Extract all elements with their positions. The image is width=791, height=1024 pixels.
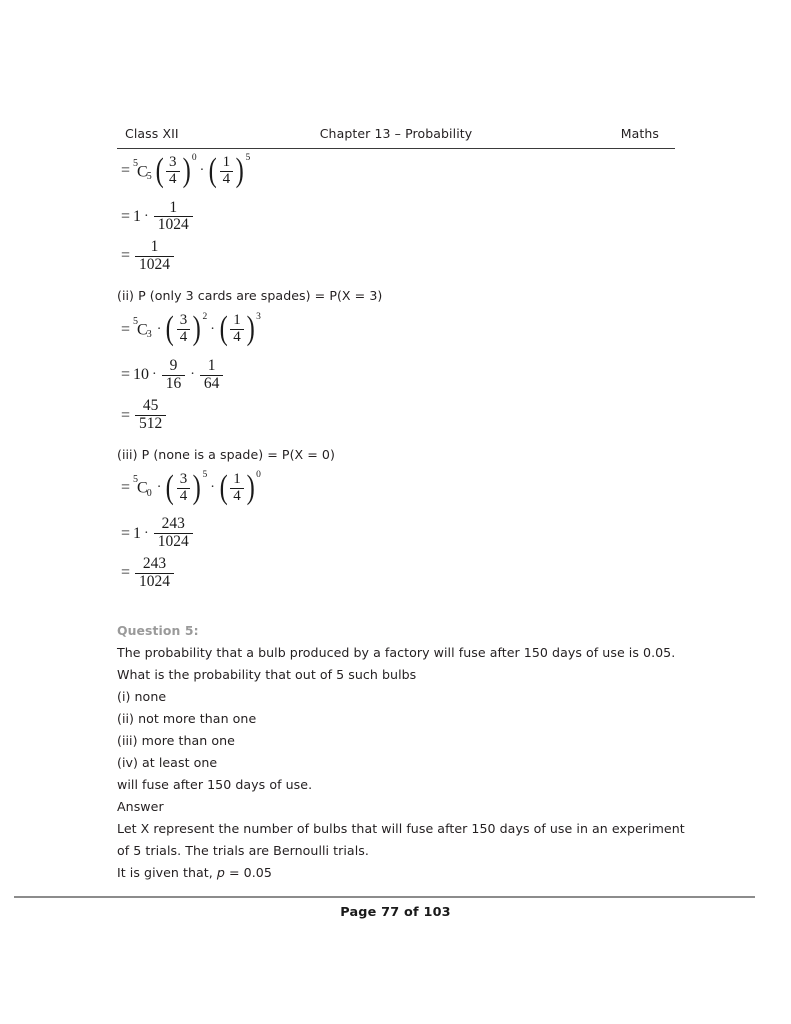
answer-line-2: of 5 trials. The trials are Bernoulli trials. xyxy=(117,843,369,859)
denominator: 4 xyxy=(177,329,191,346)
fraction-1a xyxy=(166,155,180,188)
multiplication-dot: · xyxy=(156,321,162,337)
question-line-2: What is the probability that out of 5 such bulbs xyxy=(117,667,417,683)
multiplication-dot: · xyxy=(190,367,195,383)
answer-line-3-pre: It is given that, xyxy=(117,865,217,881)
math-line-4 xyxy=(117,310,687,348)
fraction-group-1a xyxy=(154,151,197,189)
question-option-i: (i) none xyxy=(117,689,167,705)
denominator: 1024 xyxy=(135,573,174,591)
answer-line-3-post: = 0.05 xyxy=(224,865,272,881)
denominator: 4 xyxy=(220,171,234,188)
binomial-c: C xyxy=(137,162,148,180)
multiplication-dot: · xyxy=(144,208,149,224)
binomial-n: 5 xyxy=(133,157,139,169)
section-spacer xyxy=(117,590,687,620)
denominator: 1024 xyxy=(154,216,193,234)
header-chapter-title: Chapter 13 – Probability xyxy=(319,126,473,141)
math-line-6 xyxy=(117,398,687,432)
fraction-5b xyxy=(200,358,224,392)
denominator: 16 xyxy=(162,375,186,393)
fraction-group-4b xyxy=(218,310,261,348)
numerator: 3 xyxy=(169,154,177,170)
right-paren: ) xyxy=(182,151,191,189)
fraction-8 xyxy=(154,516,193,550)
fraction-2 xyxy=(154,200,193,234)
math-line-8 xyxy=(117,516,687,550)
fraction-5a xyxy=(162,358,186,392)
equals-sign: = xyxy=(121,564,131,582)
equals-sign: = xyxy=(121,524,131,542)
numerator: 1 xyxy=(207,356,216,374)
multiplication-dot: · xyxy=(156,480,162,496)
header-row xyxy=(117,126,675,148)
equals-sign: = xyxy=(121,247,131,265)
denominator: 1024 xyxy=(135,256,174,274)
part-ii-statement: (ii) P (only 3 cards are spades) = P(X = 3) xyxy=(117,288,383,304)
coefficient-2: 1 xyxy=(133,207,142,225)
equals-sign: = xyxy=(121,162,131,180)
variable-p: p xyxy=(216,865,225,881)
equals-sign: = xyxy=(121,406,131,424)
numerator: 45 xyxy=(142,397,159,415)
multiplication-dot: · xyxy=(144,525,149,541)
fraction-9 xyxy=(135,556,174,590)
fraction-7b xyxy=(230,472,244,505)
denominator: 4 xyxy=(166,171,180,188)
header-subject-label: Maths xyxy=(620,126,659,141)
footer-divider xyxy=(14,896,755,898)
left-paren: ( xyxy=(219,310,228,348)
binomial-coefficient-2 xyxy=(133,316,153,341)
binomial-r: 5 xyxy=(146,170,152,182)
denominator: 512 xyxy=(135,415,166,433)
right-paren: ) xyxy=(192,468,201,506)
math-line-7 xyxy=(117,468,687,506)
math-line-3 xyxy=(117,239,687,273)
right-paren: ) xyxy=(246,310,255,348)
denominator: 4 xyxy=(230,329,244,346)
numerator: 9 xyxy=(169,356,178,374)
question-option-iii: (iii) more than one xyxy=(117,733,235,749)
right-paren: ) xyxy=(192,310,201,348)
page-content xyxy=(117,151,687,884)
question-heading: Question 5: xyxy=(117,623,199,639)
right-paren: ) xyxy=(235,151,244,189)
fraction-1b xyxy=(220,155,234,188)
binomial-c: C xyxy=(137,321,148,339)
multiplication-dot: · xyxy=(210,321,215,337)
numerator: 243 xyxy=(161,515,185,533)
binomial-coefficient-3 xyxy=(133,474,153,499)
numerator: 1 xyxy=(222,154,231,170)
answer-line-3 xyxy=(117,862,687,884)
denominator: 64 xyxy=(200,375,224,393)
question-line-1: The probability that a bulb produced by a factory will fuse after 150 days of use is 0.05. xyxy=(117,645,676,661)
numerator: 1 xyxy=(150,237,159,255)
equals-sign: = xyxy=(121,479,131,497)
part-iii-statement: (iii) P (none is a spade) = P(X = 0) xyxy=(117,446,335,462)
question-option-ii: (ii) not more than one xyxy=(117,711,257,727)
left-paren: ( xyxy=(219,468,228,506)
footer-page-number: Page 77 of 103 xyxy=(340,905,451,920)
fraction-group-7a xyxy=(164,468,208,506)
question-option-iv: (iv) at least one xyxy=(117,755,218,771)
exponent-1b: 5 xyxy=(245,153,251,164)
fraction-3 xyxy=(135,239,174,273)
exponent-4a: 2 xyxy=(202,311,208,322)
exponent-7a: 5 xyxy=(202,470,208,481)
answer-label: Answer xyxy=(117,799,164,815)
fraction-4b xyxy=(230,313,244,346)
header-class-label: Class XII xyxy=(125,126,179,141)
left-paren: ( xyxy=(208,151,218,189)
multiplication-dot: · xyxy=(199,163,205,179)
binomial-r: 0 xyxy=(146,487,152,499)
math-line-9 xyxy=(117,556,687,590)
left-paren: ( xyxy=(165,468,175,506)
binomial-r: 3 xyxy=(146,329,152,341)
left-paren: ( xyxy=(155,151,164,189)
numerator: 1 xyxy=(233,312,241,329)
denominator: 4 xyxy=(230,488,244,505)
equals-sign: = xyxy=(121,366,131,384)
denominator: 1024 xyxy=(154,533,193,551)
binomial-coefficient-1 xyxy=(133,157,153,182)
exponent-4b: 3 xyxy=(256,311,261,322)
math-line-5 xyxy=(117,358,687,392)
page-header xyxy=(117,126,675,149)
numerator: 3 xyxy=(179,470,188,487)
fraction-group-1b xyxy=(207,151,251,189)
numerator: 1 xyxy=(233,470,241,487)
equals-sign: = xyxy=(121,207,131,225)
fraction-6 xyxy=(135,398,166,432)
equals-sign: = xyxy=(121,320,131,338)
binomial-n: 5 xyxy=(133,316,139,328)
left-paren: ( xyxy=(165,310,175,348)
binomial-n: 5 xyxy=(133,474,139,486)
fraction-group-7b xyxy=(218,468,261,506)
numerator: 3 xyxy=(179,312,188,329)
numerator: 1 xyxy=(169,198,178,216)
multiplication-dot: · xyxy=(152,367,157,383)
exponent-7b: 0 xyxy=(256,470,261,481)
numerator: 243 xyxy=(142,554,167,572)
fraction-group-4a xyxy=(164,310,208,348)
right-paren: ) xyxy=(246,468,255,506)
binomial-c: C xyxy=(137,479,148,497)
fraction-7a xyxy=(177,472,191,505)
question-line-3: will fuse after 150 days of use. xyxy=(117,777,313,793)
math-line-1 xyxy=(117,151,687,189)
coefficient-5: 10 xyxy=(133,366,150,384)
math-line-2 xyxy=(117,200,687,234)
coefficient-8: 1 xyxy=(133,524,142,542)
answer-line-1: Let X represent the number of bulbs that will fuse after 150 days of use in an experiment xyxy=(117,821,685,837)
denominator: 4 xyxy=(177,488,191,505)
multiplication-dot: · xyxy=(210,480,215,496)
fraction-4a xyxy=(177,313,191,346)
exponent-1a: 0 xyxy=(191,153,197,164)
